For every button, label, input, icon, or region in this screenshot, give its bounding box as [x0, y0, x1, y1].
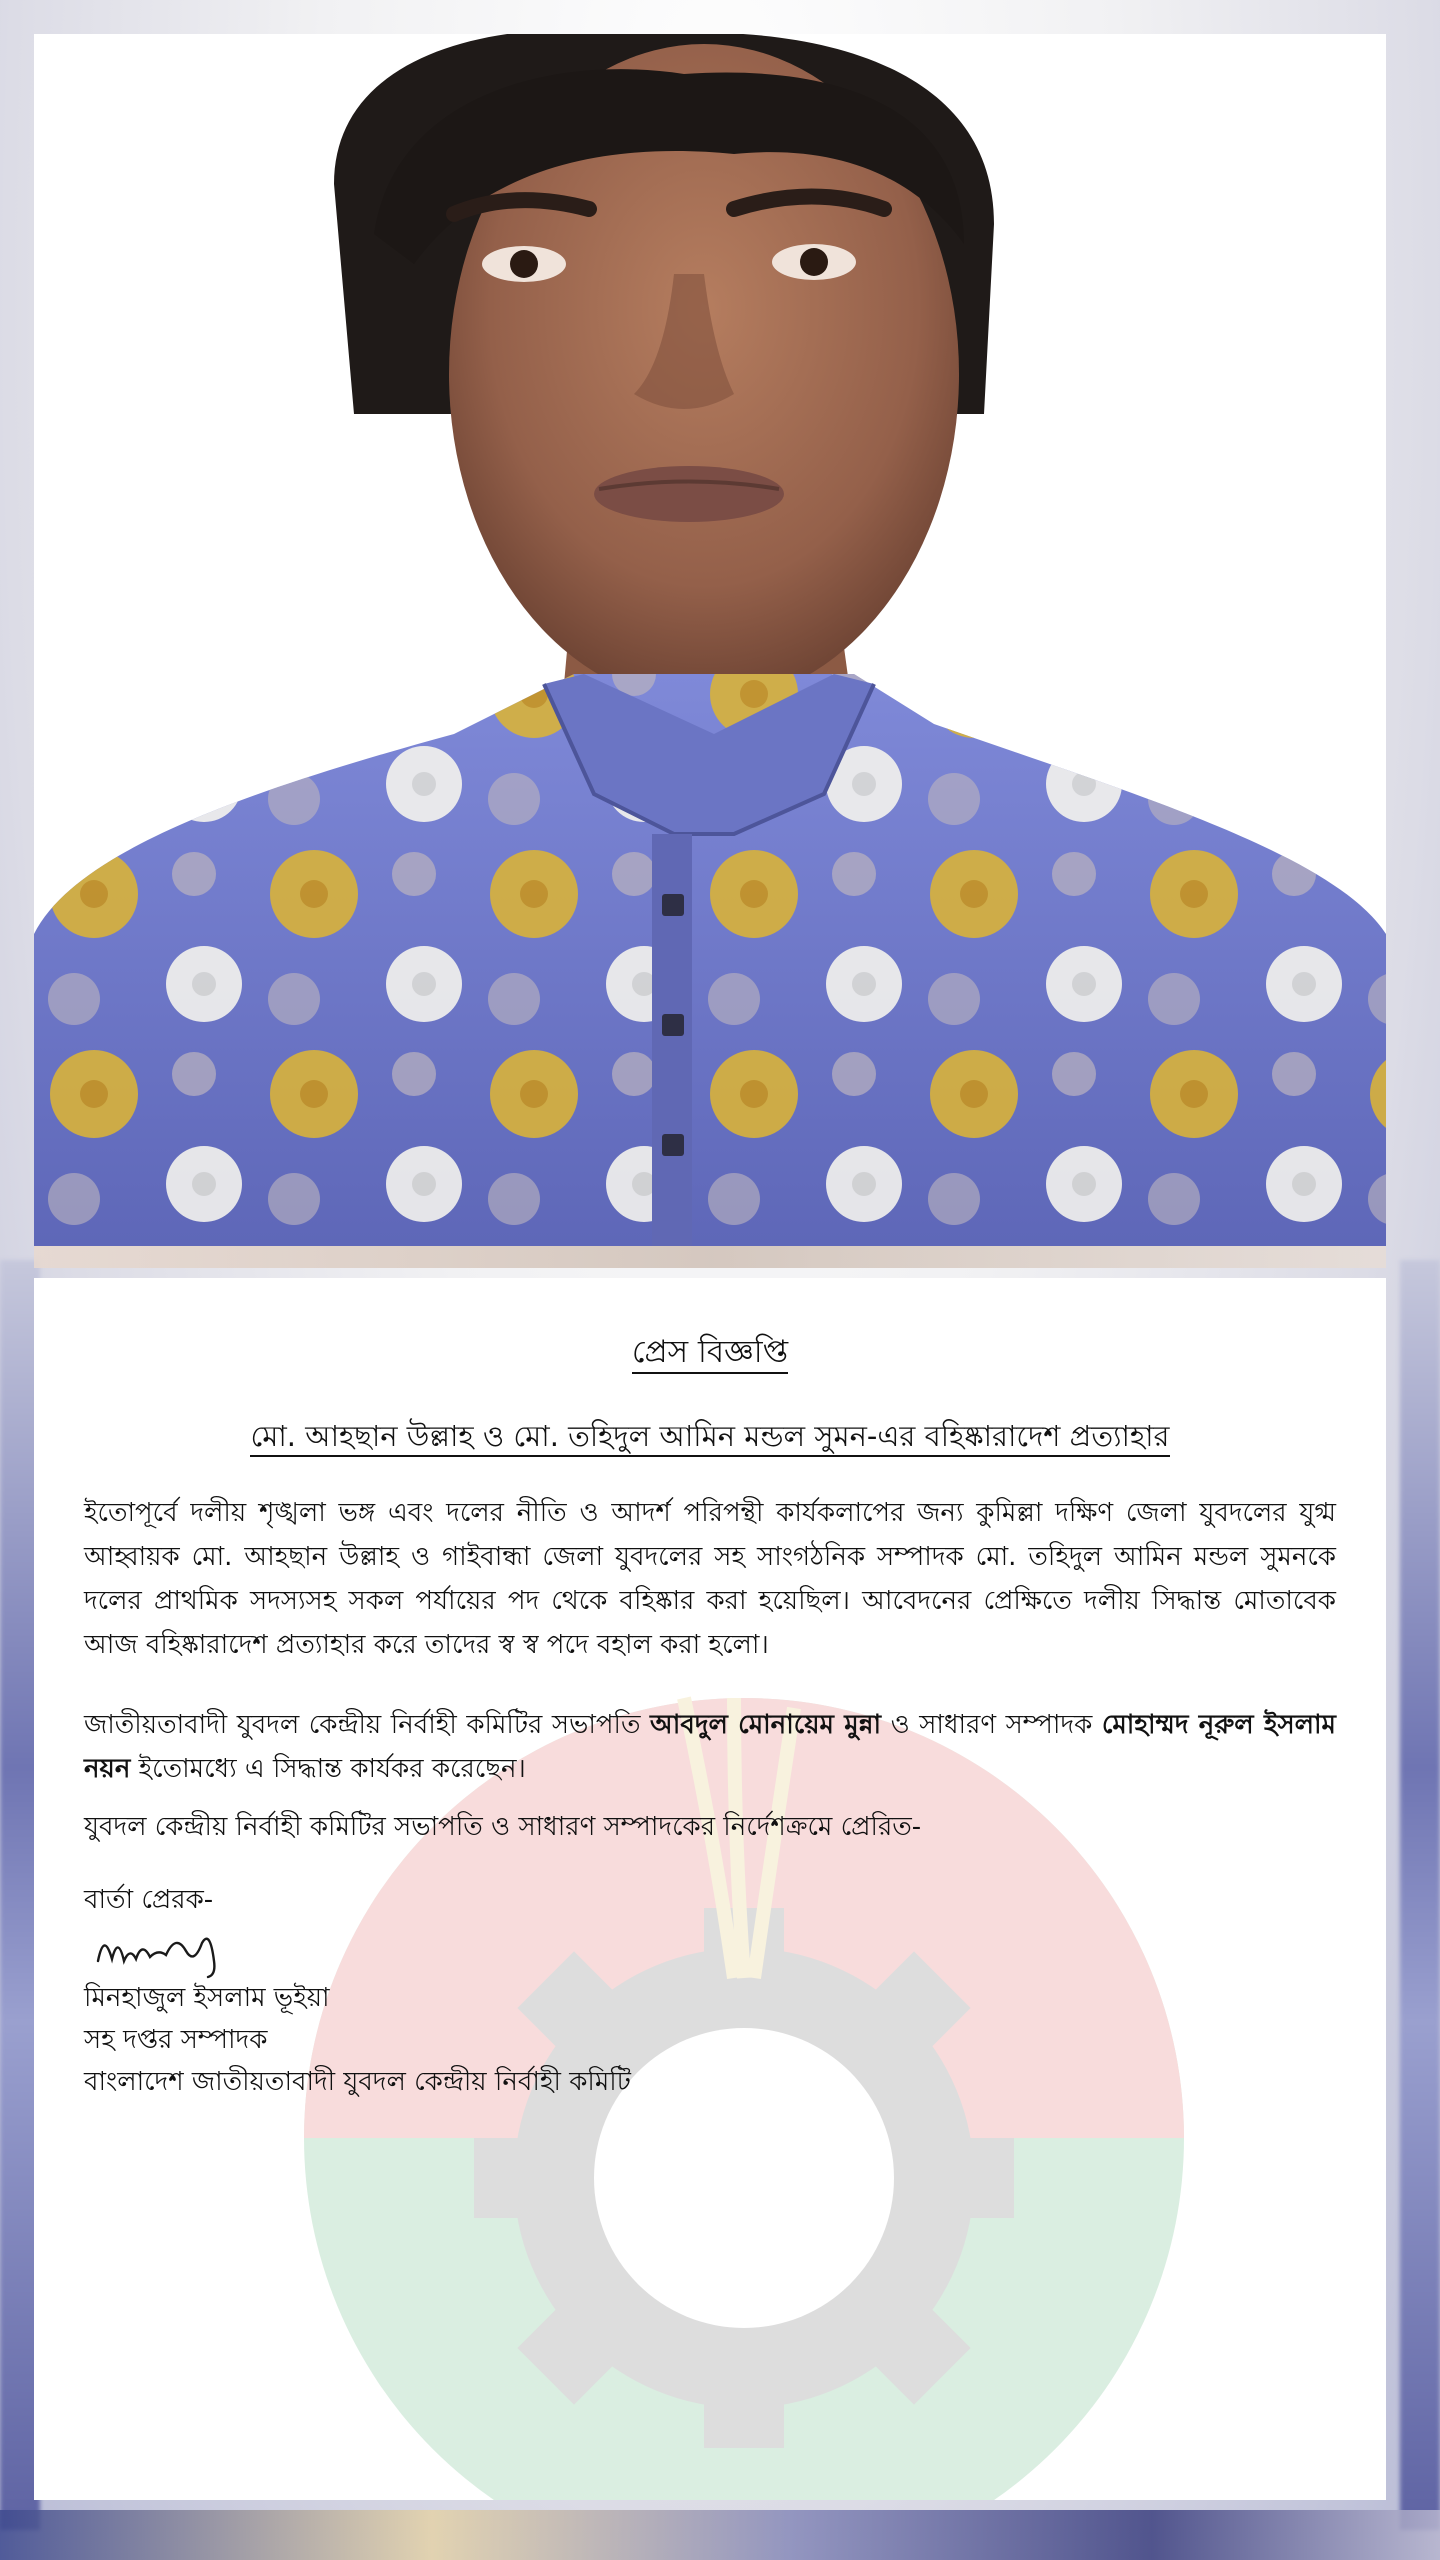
- document-subtitle-text: মো. আহছান উল্লাহ ও মো. তহিদুল আমিন মন্ডল সুমন-এর বহিষ্কারাদেশ প্রত্যাহার: [250, 1419, 1169, 1457]
- paragraph-2: [84, 1703, 1336, 1791]
- paragraph-2-part3: ইতোমধ্যে এ সিদ্ধান্ত কার্যকর করেছেন।: [130, 1754, 526, 1784]
- document-subtitle: [84, 1414, 1336, 1463]
- sender-name: মিনহাজুল ইসলাম ভূইয়া: [84, 1983, 330, 2013]
- document-body: [84, 1318, 1336, 2103]
- portrait-illustration: [34, 34, 1386, 1246]
- signature-block: [84, 1879, 1336, 2103]
- portrait-photo: [34, 34, 1386, 1246]
- photo-divider: [34, 1246, 1386, 1268]
- document-title: [84, 1328, 1336, 1380]
- sender-label: বার্তা প্রেরক-: [84, 1885, 214, 1915]
- handwritten-signature: [90, 1921, 240, 1981]
- sender-organization: বাংলাদেশ জাতীয়তাবাদী যুবদল কেন্দ্রীয় নির্বাহী কমিটি: [84, 2067, 631, 2097]
- secretary-name: মোহাম্মদ নূরুল ইসলাম নয়ন: [84, 1710, 1336, 1784]
- document-title-text: প্রেস বিজ্ঞপ্তি: [632, 1334, 788, 1374]
- president-name: আবদুল মোনায়েম মুন্না: [650, 1710, 882, 1740]
- paragraph-2-part1: জাতীয়তাবাদী যুবদল কেন্দ্রীয় নির্বাহী কমিটির সভাপতি: [84, 1710, 651, 1740]
- background-blur-bottom: [0, 2510, 1440, 2560]
- paragraph-2-part2: ও সাধারণ সম্পাদক: [881, 1710, 1102, 1740]
- paragraph-1: ইতোপূর্বে দলীয় শৃঙ্খলা ভঙ্গ এবং দলের নীতি ও আদর্শ পরিপন্থী কার্যকলাপের জন্য কুমিল্লা দক্ষিণ জেলা যুবদলের যুগ্ম আহ্বায়ক মো. আহছান উল্লাহ ও গাইবান্ধা জেলা যুবদলের সহ সাংগঠনিক সম্পাদক মো. তহিদুল আমিন মন্ডল সুমনকে দলের প্রাথমিক সদস্যসহ সকল পর্যায়ের পদ থেকে বহিষ্কার করা হয়েছিল। আবেদনের প্রেক্ষিতে দলীয় সিদ্ধান্ত মোতাবেক আজ বহিষ্কারাদেশ প্রত্যাহার করে তাদের স্ব স্ব পদে বহাল করা হলো।: [84, 1498, 1336, 1660]
- background-blur-right: [1400, 1260, 1440, 2530]
- press-release-document: [34, 1278, 1386, 2500]
- paragraph-3: যুবদল কেন্দ্রীয় নির্বাহী কমিটির সভাপতি ও সাধারণ সম্পাদকের নির্দেশক্রমে প্রেরিত-: [84, 1812, 922, 1842]
- sender-role: সহ দপ্তর সম্পাদক: [84, 2025, 268, 2055]
